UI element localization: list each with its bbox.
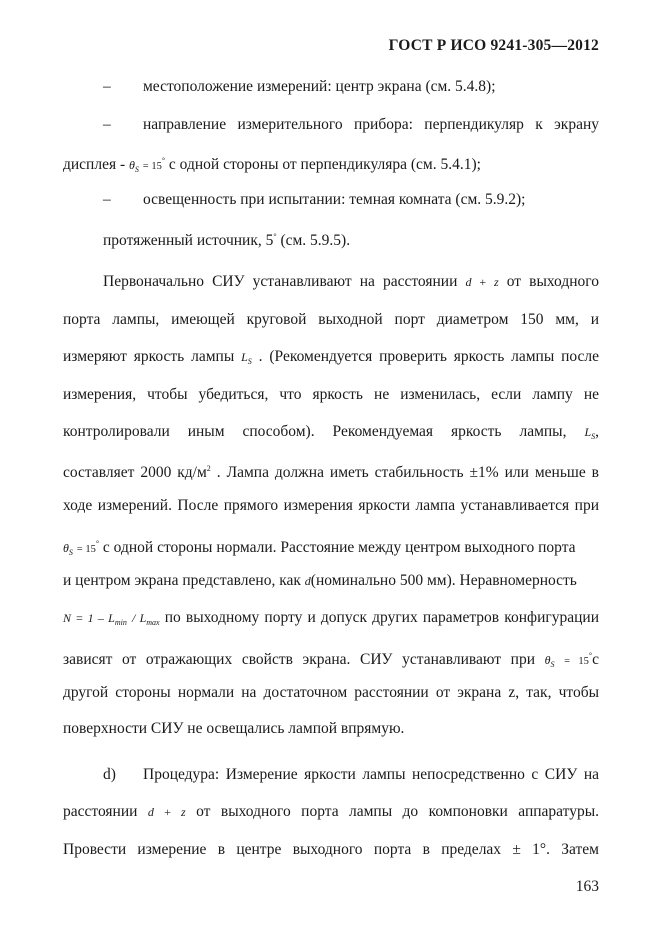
degree-mark: ° — [95, 539, 100, 548]
page-number: 163 — [575, 878, 599, 895]
math-nonuniformity: $N = 1 - L_{min} / L_{max}$ — [63, 611, 160, 627]
math-expression: d + z — [465, 275, 499, 289]
paragraph-line: Провести измерение в центре выходного порта в пределах ± 1°. Затем — [63, 841, 599, 858]
paragraph-line — [63, 609, 599, 632]
math-equals: = 15 — [76, 544, 96, 555]
math-luminance: $L_S$ — [241, 350, 252, 366]
paragraph-line: другой стороны нормали на достаточном расстоянии от экрана z, так, чтобы — [63, 684, 599, 701]
text-run: расстоянии — [63, 803, 138, 820]
text-run: . Лампа должна иметь стабильность ±1% или меньше в — [216, 464, 599, 481]
text-run: зависят от отражающих свойств экрана. СИУ устанавливают при — [63, 651, 535, 668]
bullet-dash: – — [103, 191, 111, 208]
paragraph-line — [63, 348, 599, 371]
source-line — [103, 228, 599, 250]
text-run: (номинально 500 мм). Неравномерность — [310, 572, 577, 589]
text-run: от выходного — [506, 273, 600, 290]
math-equals: = 15 — [142, 161, 162, 172]
text-run: протяженный источник, 5 — [103, 232, 274, 249]
paragraph-line: ходе измерений. После прямого измерения яркости лампа устанавливается при — [63, 497, 599, 514]
paragraph-line — [63, 803, 599, 821]
bullet-dash: – — [103, 78, 111, 95]
paragraph-line — [63, 423, 599, 446]
paragraph-line — [63, 647, 599, 674]
text-run: контролировали иным способом). Рекомендуемая яркость лампы, — [63, 423, 567, 440]
text-run: измеряют яркость лампы — [63, 348, 235, 365]
bullet-text: местоположение измерений: центр экрана (см. 5.4.8); — [143, 78, 496, 95]
paragraph-line: поверхности СИУ не освещались лампой впрямую. — [63, 720, 405, 737]
math-theta: θ — [129, 158, 135, 172]
continuation-line — [63, 152, 599, 179]
text-run: с одной стороны нормали. Расстояние между центром выходного порта — [102, 539, 576, 556]
paragraph-line: Процедура: Измерение яркости лампы непосредственно с СИУ на — [143, 766, 599, 783]
bullet-dash: – — [103, 116, 111, 133]
math-luminance: $L_S$, — [584, 423, 599, 441]
degree-mark: ° — [273, 232, 277, 241]
paragraph-line: порта лампы, имеющей круговой выходной порт диаметром 150 мм, и — [63, 311, 599, 328]
document-header: ГОСТ Р ИСО 9241-305—2012 — [388, 37, 599, 54]
text-run: и центром экрана представлено, как — [63, 572, 301, 589]
text-run: . (Рекомендуется проверить яркость лампы после — [258, 348, 600, 365]
math-distance: d — [304, 574, 311, 588]
math-angle: $\theta_S = 15^\circ с$ — [544, 651, 599, 669]
math-theta: θ — [63, 541, 69, 555]
bullet-text: освещенность при испытании: темная комната (см. 5.9.2); — [143, 191, 526, 208]
math-subscript: S — [134, 165, 139, 174]
text-run: (см. 5.9.5). — [280, 232, 351, 249]
paragraph-line — [63, 535, 599, 562]
paragraph-line: измерения, чтобы убедиться, что яркость не изменилась, если лампу не — [63, 386, 599, 403]
paragraph-line — [103, 273, 599, 291]
paragraph-line — [63, 572, 599, 590]
item-label: d) — [103, 766, 116, 783]
text-run: с одной стороны от перпендикуляра (см. 5.4.1); — [168, 156, 481, 173]
math-subscript: S — [68, 548, 73, 557]
bullet-text: направление измерительного прибора: перпендикуляр к экрану — [143, 116, 599, 133]
text-run: по выходному порту и допуск других параметров конфигурации — [164, 609, 600, 626]
text-run: от выходного порта лампы до компоновки аппаратуры. — [196, 803, 599, 820]
text-run: дисплея - — [63, 156, 126, 173]
math-expression: d + z — [147, 805, 186, 819]
degree-mark: ° — [161, 156, 166, 165]
text-run: составляет 2000 $кд/м^2$ — [63, 464, 211, 481]
paragraph-line — [63, 460, 599, 482]
text-run: Первоначально СИУ устанавливают на расстоянии — [103, 273, 458, 290]
